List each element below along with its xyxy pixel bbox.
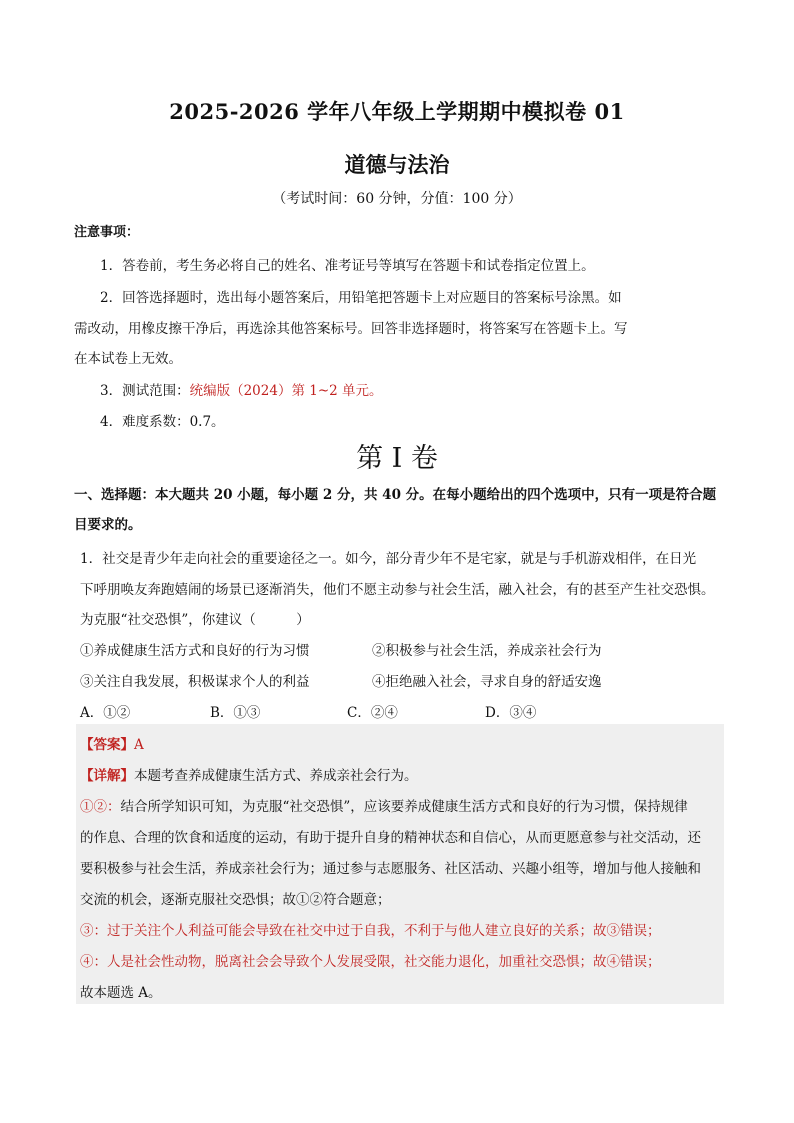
option-c: C．②④ [347, 705, 398, 721]
option-b: B．①③ [210, 705, 261, 721]
explanation-p1-line-1 [80, 795, 688, 815]
statement-2: ②积极参与社会生活，养成亲社会行为 [372, 643, 602, 659]
explanation-p3: ④：人是社会性动物，脱离社会会导致个人发展受限，社交能力退化，加重社交恐惧；故④错误； [80, 954, 661, 970]
explanation-p2: ③：过于关注个人利益可能会导致在社交中过于自我，不利于与他人建立良好的关系；故③错误； [80, 923, 661, 939]
notice-item-1: 1．答卷前，考生务必将自己的姓名、准考证号等填写在答题卡和试卷指定位置上。 [100, 258, 595, 274]
explanation-p1-line-4: 交流的机会，逐渐克服社交恐惧；故①②符合题意； [80, 892, 391, 908]
section-heading: 一、选择题：本大题共 20 小题，每小题 2 分，共 40 分。在每小题给出的四个选项中，只有一项是符合题 [74, 487, 717, 503]
question-stem-line-3: 为克服“社交恐惧”，你建议（ ） [80, 612, 310, 628]
detail-intro: 本题考查养成健康生活方式、养成亲社会行为。 [134, 768, 418, 784]
answer-line [80, 733, 144, 753]
detail-line [80, 764, 418, 784]
notice-item-2-end: 在本试卷上无效。 [74, 351, 182, 367]
explanation-conclusion: 故本题选 A。 [80, 985, 162, 1001]
statement-4: ④拒绝融入社会，寻求自身的舒适安逸 [372, 674, 602, 690]
section-title: 第 I 卷 [356, 443, 438, 474]
detail-tag: 【详解】 [80, 768, 134, 784]
explanation-p1-text: 结合所学知识可知，为克服“社交恐惧”，应该要养成健康生活方式和良好的行为习惯，保持规律 [120, 799, 688, 815]
explanation-p1-line-3: 要积极参与社会生活，养成亲社会行为；通过参与志愿服务、社区活动、兴趣小组等，增加与他人接触和 [80, 861, 701, 877]
notice-heading: 注意事项： [74, 225, 140, 240]
test-range: 统编版（2024）第 1~2 单元。 [189, 383, 383, 399]
answer-value: A [134, 737, 144, 753]
statement-3: ③关注自我发展，积极谋求个人的利益 [80, 674, 310, 690]
question-stem-line-2: 下呼朋唤友奔跑嬉闹的场景已逐渐消失，他们不愿主动参与社会生活，融入社会，有的甚至产生社交恐惧。 [80, 582, 715, 598]
question-stem-line-1: 1．社交是青少年走向社会的重要途径之一。如今，部分青少年不是宅家，就是与手机游戏相伴，在日光 [80, 551, 697, 567]
notice-item-2: 2．回答选择题时，选出每小题答案后，用铅笔把答题卡上对应题目的答案标号涂黑。如 [100, 290, 622, 306]
exam-info: （考试时间：60 分钟，分值：100 分） [272, 191, 522, 207]
option-a: A．①② [80, 705, 131, 721]
notice-item-3-prefix: 3．测试范围： [100, 383, 190, 399]
notice-item-2-cont: 需改动，用橡皮擦干净后，再选涂其他答案标号。回答非选择题时，将答案写在答题卡上。写 [74, 321, 628, 337]
explanation-p1-marker: ①②： [80, 799, 121, 815]
option-d: D．③④ [485, 705, 537, 721]
exam-title: 2025-2026 学年八年级上学期期中模拟卷 01 [169, 99, 625, 124]
notice-item-4: 4．难度系数：0.7。 [100, 414, 225, 430]
explanation-p1-line-2: 的作息、合理的饮食和适度的运动，有助于提升自身的精神状态和自信心，从而更愿意参与社交活动，还 [80, 830, 701, 846]
notice-item-3 [100, 379, 383, 399]
answer-tag: 【答案】 [80, 737, 134, 753]
section-heading-cont: 目要求的。 [74, 517, 142, 533]
statement-1: ①养成健康生活方式和良好的行为习惯 [80, 643, 310, 659]
subject-title: 道德与法治 [344, 152, 450, 177]
